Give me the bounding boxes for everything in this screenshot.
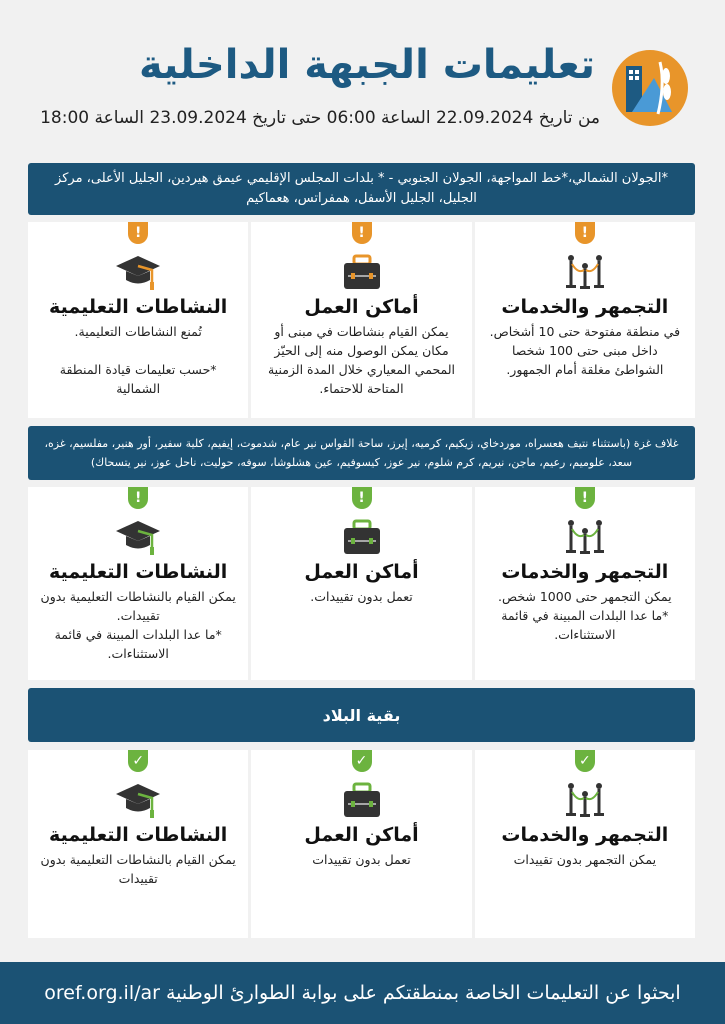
card-title: أماكن العمل xyxy=(304,824,419,846)
card-title: التجمهر والخدمات xyxy=(501,296,669,318)
briefcase-icon xyxy=(338,780,386,820)
cards-row-rest-of-country xyxy=(28,750,695,938)
warning-badge-icon: ! xyxy=(128,487,148,509)
check-badge-icon: ✓ xyxy=(128,750,148,772)
card-education xyxy=(28,487,248,680)
card-gatherings xyxy=(475,222,695,418)
region-banner-north: *الجولان الشمالي،*خط المواجهة، الجولان الجنوبي - * بلدات المجلس الإقليمي عيمق هيردين، الجليل الأعلى، مركز الجليل، الجليل الأسفل، همفراتس، هعماكيم xyxy=(28,163,695,215)
card-text: يمكن التجمهر حتى 1000 شخص. *ما عدا البلدات المبينة في قائمة الاستثناءات. xyxy=(498,589,672,642)
card-workplaces xyxy=(251,222,471,418)
card-text: يمكن القيام بالنشاطات التعليمية بدون تقييدات xyxy=(40,852,236,886)
region-banner-gaza-envelope: غلاف غزة (باستثناء نتيف هعسراه، موردخاي، زيكيم، كرميه، إيرز، ساحة القواس نير عام، شدموت، إيفيم، كلية سفير، أور هنير، مفلسيم، غزه، سعد، علوميم، رعيم، ماجن، نيريم، كرم شلوم، نير عوز، كيسوفيم، عين هشلوشا، سوفه، حوليت، ناحل عوز، نير يتسحاك) xyxy=(28,426,695,480)
briefcase-icon xyxy=(338,252,386,292)
cards-row-gaza-envelope xyxy=(28,487,695,680)
warning-badge-icon: ! xyxy=(352,222,372,244)
graduation-cap-icon xyxy=(114,780,162,820)
warning-badge-icon: ! xyxy=(352,487,372,509)
card-gatherings xyxy=(475,487,695,680)
card-text: تُمنع النشاطات التعليمية. *حسب تعليمات قيادة المنطقة الشمالية xyxy=(59,324,217,396)
warning-badge-icon: ! xyxy=(575,487,595,509)
check-badge-icon: ✓ xyxy=(575,750,595,772)
card-text: تعمل بدون تقييدات xyxy=(312,852,411,867)
card-title: التجمهر والخدمات xyxy=(501,824,669,846)
stanchion-icon xyxy=(561,252,609,292)
card-gatherings xyxy=(475,750,695,938)
card-title: النشاطات التعليمية xyxy=(49,296,228,318)
footer-website-link[interactable]: ابحثوا عن التعليمات الخاصة بمنطقتكم على بوابة الطوارئ الوطنية oref.org.il/ar xyxy=(0,962,725,1024)
card-workplaces xyxy=(251,750,471,938)
warning-badge-icon: ! xyxy=(128,222,148,244)
card-title: أماكن العمل xyxy=(304,296,419,318)
card-text: يمكن التجمهر بدون تقييدات xyxy=(513,852,657,867)
region-banner-rest-of-country: بقية البلاد xyxy=(28,688,695,742)
card-workplaces xyxy=(251,487,471,680)
card-text: يمكن القيام بالنشاطات التعليمية بدون تقييدات. *ما عدا البلدات المبينة في قائمة الاستثناءات. xyxy=(40,589,236,661)
cards-row-north xyxy=(28,222,695,418)
card-text: يمكن القيام بنشاطات في مبنى أو مكان يمكن الوصول منه إلى الحيّز المحمي المعياري خلال المدة الزمنية المتاحة للاحتماء. xyxy=(267,324,456,396)
card-text: تعمل بدون تقييدات. xyxy=(310,589,413,604)
check-badge-icon: ✓ xyxy=(352,750,372,772)
card-title: التجمهر والخدمات xyxy=(501,561,669,583)
graduation-cap-icon xyxy=(114,252,162,292)
warning-badge-icon: ! xyxy=(575,222,595,244)
stanchion-icon xyxy=(561,517,609,557)
card-title: النشاطات التعليمية xyxy=(49,561,228,583)
page-title: تعليمات الجبهة الداخلية xyxy=(139,42,595,88)
card-education xyxy=(28,750,248,938)
graduation-cap-icon xyxy=(114,517,162,557)
card-title: أماكن العمل xyxy=(304,561,419,583)
stanchion-icon xyxy=(561,780,609,820)
card-text: في منطقة مفتوحة حتى 10 أشخاص. داخل مبنى حتى 100 شخصا الشواطئ مغلقة أمام الجمهور. xyxy=(489,324,681,377)
briefcase-icon xyxy=(338,517,386,557)
card-title: النشاطات التعليمية xyxy=(49,824,228,846)
card-education xyxy=(28,222,248,418)
validity-dates: من تاريخ 22.09.2024 الساعة 06:00 حتى تاريخ 23.09.2024 الساعة 18:00 xyxy=(40,108,600,128)
home-front-command-logo-icon xyxy=(610,48,690,128)
